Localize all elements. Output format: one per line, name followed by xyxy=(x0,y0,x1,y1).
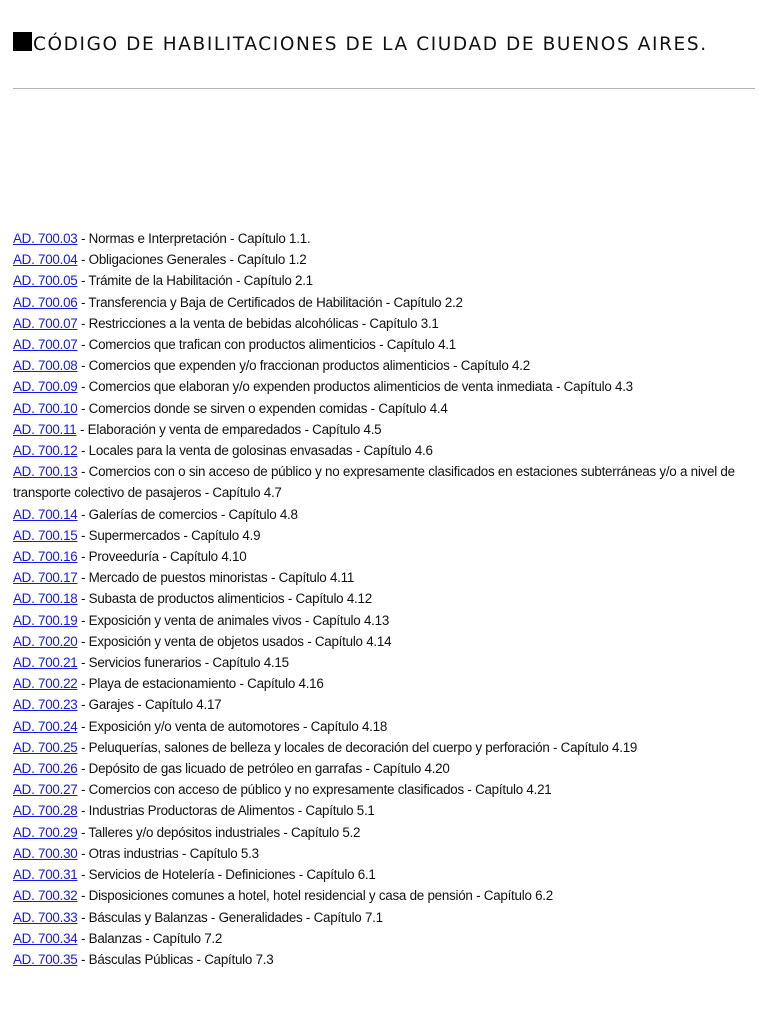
chapter-description: Peluquerías, salones de belleza y locales de decoración del cuerpo y perforación - Capítulo 4.19 xyxy=(88,739,638,755)
list-item xyxy=(13,504,748,525)
chapter-description: Servicios funerarios - Capítulo 4.15 xyxy=(88,655,289,671)
separator: - xyxy=(77,803,89,819)
chapter-description: Mercado de puestos minoristas - Capítulo 4.11 xyxy=(88,570,355,586)
list-item xyxy=(13,334,748,355)
separator: - xyxy=(77,697,89,713)
chapter-description: Otras industrias - Capítulo 5.3 xyxy=(88,845,259,861)
chapter-description: Garajes - Capítulo 4.17 xyxy=(88,697,222,713)
list-item xyxy=(13,758,748,779)
separator: - xyxy=(77,252,89,268)
chapter-index-list xyxy=(13,228,748,970)
list-item xyxy=(13,822,748,843)
list-item xyxy=(13,461,748,503)
list-item xyxy=(13,376,748,397)
separator: - xyxy=(77,400,89,416)
list-item xyxy=(13,313,748,334)
separator: - xyxy=(77,358,89,374)
chapter-description: Exposición y/o venta de automotores - Capítulo 4.18 xyxy=(88,718,388,734)
chapter-description: Proveeduría - Capítulo 4.10 xyxy=(88,549,247,565)
separator: - xyxy=(76,421,88,437)
list-item xyxy=(13,928,748,949)
separator: - xyxy=(77,549,89,565)
chapter-description: Industrias Productoras de Alimentos - Capítulo 5.1 xyxy=(88,803,375,819)
separator: - xyxy=(77,867,89,883)
chapter-code-link[interactable]: AD. 700.03 xyxy=(13,231,78,246)
chapter-code-link[interactable]: AD. 700.14 xyxy=(13,506,78,522)
chapter-description: Comercios que elaboran y/o expenden productos alimenticios de venta inmediata - Capítulo 4.3 xyxy=(88,379,633,395)
chapter-code-link[interactable]: AD. 700.25 xyxy=(13,739,78,755)
chapter-description: Básculas Públicas - Capítulo 7.3 xyxy=(88,951,274,967)
chapter-code-link[interactable]: AD. 700.29 xyxy=(13,824,78,840)
separator: - xyxy=(77,506,89,522)
chapter-code-link[interactable]: AD. 700.15 xyxy=(13,527,78,543)
list-item xyxy=(13,398,748,419)
separator: - xyxy=(77,782,89,798)
separator: - xyxy=(77,591,89,607)
separator: - xyxy=(77,633,89,649)
separator: - xyxy=(77,655,89,671)
chapter-code-link[interactable]: AD. 700.24 xyxy=(13,718,78,734)
separator: - xyxy=(77,824,89,840)
chapter-code-link[interactable]: AD. 700.20 xyxy=(13,633,78,649)
chapter-code-link[interactable]: AD. 700.12 xyxy=(13,443,78,459)
separator: - xyxy=(77,337,89,353)
chapter-code-link[interactable]: AD. 700.06 xyxy=(13,294,78,310)
chapter-code-link[interactable]: AD. 700.11 xyxy=(13,421,77,437)
chapter-description: Exposición y venta de animales vivos - Capítulo 4.13 xyxy=(88,612,390,628)
separator: - xyxy=(77,761,89,777)
title-divider xyxy=(13,88,755,89)
chapter-description: Talleres y/o depósitos industriales - Capítulo 5.2 xyxy=(88,824,361,840)
chapter-code-link[interactable]: AD. 700.07 xyxy=(13,337,78,353)
chapter-code-link[interactable]: AD. 700.07 xyxy=(13,315,78,331)
page-title xyxy=(13,32,755,57)
separator: - xyxy=(77,443,89,459)
chapter-code-link[interactable]: AD. 700.09 xyxy=(13,379,78,395)
separator: - xyxy=(77,951,89,967)
list-item xyxy=(13,843,748,864)
chapter-code-link[interactable]: AD. 700.23 xyxy=(13,697,78,713)
chapter-description: Disposiciones comunes a hotel, hotel residencial y casa de pensión - Capítulo 6.2 xyxy=(88,888,553,904)
separator: - xyxy=(77,231,89,246)
list-item xyxy=(13,631,748,652)
chapter-description: Depósito de gas licuado de petróleo en garrafas - Capítulo 4.20 xyxy=(88,761,450,777)
separator: - xyxy=(77,718,89,734)
chapter-code-link[interactable]: AD. 700.31 xyxy=(13,867,78,883)
list-item xyxy=(13,228,748,249)
chapter-code-link[interactable]: AD. 700.16 xyxy=(13,549,78,565)
chapter-description: Comercios que expenden y/o fraccionan productos alimenticios - Capítulo 4.2 xyxy=(88,358,530,374)
chapter-code-link[interactable]: AD. 700.13 xyxy=(13,464,78,480)
chapter-code-link[interactable]: AD. 700.17 xyxy=(13,570,78,586)
list-item xyxy=(13,779,748,800)
list-item xyxy=(13,440,748,461)
chapter-description: Locales para la venta de golosinas envasadas - Capítulo 4.6 xyxy=(88,443,433,459)
list-item xyxy=(13,694,748,715)
chapter-description: Servicios de Hotelería - Definiciones - Capítulo 6.1 xyxy=(88,867,376,883)
chapter-description: Elaboración y venta de emparedados - Capítulo 4.5 xyxy=(87,421,382,437)
chapter-code-link[interactable]: AD. 700.26 xyxy=(13,761,78,777)
chapter-code-link[interactable]: AD. 700.30 xyxy=(13,845,78,861)
list-item xyxy=(13,949,748,970)
separator: - xyxy=(77,379,89,395)
list-item xyxy=(13,546,748,567)
chapter-code-link[interactable]: AD. 700.22 xyxy=(13,676,78,692)
chapter-code-link[interactable]: AD. 700.27 xyxy=(13,782,78,798)
separator: - xyxy=(77,612,89,628)
separator: - xyxy=(77,676,89,692)
list-item xyxy=(13,355,748,376)
list-item xyxy=(13,800,748,821)
chapter-code-link[interactable]: AD. 700.04 xyxy=(13,252,78,268)
chapter-description: Supermercados - Capítulo 4.9 xyxy=(88,527,261,543)
chapter-code-link[interactable]: AD. 700.19 xyxy=(13,612,78,628)
separator: - xyxy=(77,909,89,925)
page-title-text: CÓDIGO DE HABILITACIONES DE LA CIUDAD DE BUENOS AIRES. xyxy=(33,34,708,55)
list-item xyxy=(13,610,748,631)
document-header xyxy=(13,32,755,57)
black-square-icon xyxy=(13,32,32,51)
chapter-description: Restricciones a la venta de bebidas alcohólicas - Capítulo 3.1 xyxy=(88,315,439,331)
chapter-description: Comercios donde se sirven o expenden comidas - Capítulo 4.4 xyxy=(88,400,448,416)
chapter-code-link[interactable]: AD. 700.18 xyxy=(13,591,78,607)
chapter-code-link[interactable]: AD. 700.28 xyxy=(13,803,78,819)
chapter-description: Subasta de productos alimenticios - Capítulo 4.12 xyxy=(88,591,372,607)
list-item xyxy=(13,270,748,291)
separator: - xyxy=(77,273,89,289)
chapter-description: Comercios con acceso de público y no expresamente clasificados - Capítulo 4.21 xyxy=(88,782,552,798)
chapter-code-link[interactable]: AD. 700.32 xyxy=(13,888,78,904)
list-item xyxy=(13,737,748,758)
chapter-code-link[interactable]: AD. 700.21 xyxy=(13,655,78,671)
chapter-description: Normas e Interpretación - Capítulo 1.1. xyxy=(88,231,311,246)
chapter-description: Transferencia y Baja de Certificados de Habilitación - Capítulo 2.2 xyxy=(88,294,463,310)
list-item xyxy=(13,885,748,906)
separator: - xyxy=(77,464,89,480)
list-item xyxy=(13,525,748,546)
chapter-code-link[interactable]: AD. 700.33 xyxy=(13,909,78,925)
list-item xyxy=(13,567,748,588)
separator: - xyxy=(77,527,89,543)
chapter-description: Básculas y Balanzas - Generalidades - Capítulo 7.1 xyxy=(88,909,383,925)
chapter-code-link[interactable]: AD. 700.10 xyxy=(13,400,78,416)
chapter-code-link[interactable]: AD. 700.35 xyxy=(13,951,78,967)
chapter-code-link[interactable]: AD. 700.08 xyxy=(13,358,78,374)
chapter-description: Comercios con o sin acceso de público y no expresamente clasificados en estaciones subterráneas y/o a nivel de transporte colectivo de pasajeros - Capítulo 4.7 xyxy=(13,464,735,501)
list-item xyxy=(13,249,748,270)
list-item xyxy=(13,716,748,737)
chapter-code-link[interactable]: AD. 700.05 xyxy=(13,273,78,289)
chapter-description: Playa de estacionamiento - Capítulo 4.16 xyxy=(88,676,324,692)
chapter-description: Balanzas - Capítulo 7.2 xyxy=(88,930,223,946)
chapter-description: Obligaciones Generales - Capítulo 1.2 xyxy=(88,252,307,268)
list-item xyxy=(13,588,748,609)
list-item xyxy=(13,907,748,928)
separator: - xyxy=(77,315,89,331)
separator: - xyxy=(77,570,89,586)
separator: - xyxy=(77,739,89,755)
chapter-description: Comercios que trafican con productos alimenticios - Capítulo 4.1 xyxy=(88,337,456,353)
chapter-description: Trámite de la Habilitación - Capítulo 2.1 xyxy=(88,273,313,289)
chapter-description: Exposición y venta de objetos usados - Capítulo 4.14 xyxy=(88,633,392,649)
chapter-description: Galerías de comercios - Capítulo 4.8 xyxy=(88,506,298,522)
list-item xyxy=(13,673,748,694)
list-item xyxy=(13,864,748,885)
separator: - xyxy=(77,845,89,861)
separator: - xyxy=(77,930,89,946)
list-item xyxy=(13,419,748,440)
separator: - xyxy=(77,888,89,904)
chapter-code-link[interactable]: AD. 700.34 xyxy=(13,930,78,946)
list-item xyxy=(13,652,748,673)
list-item xyxy=(13,292,748,313)
separator: - xyxy=(77,294,89,310)
